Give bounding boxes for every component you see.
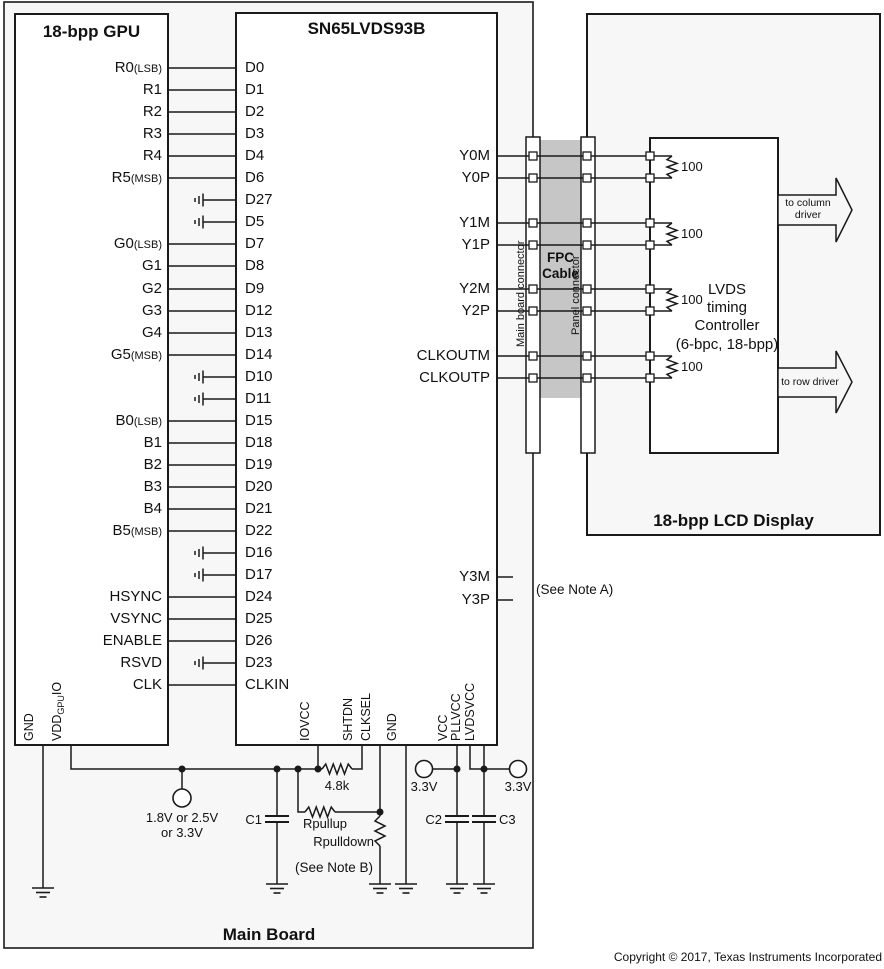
connector-pad bbox=[529, 374, 537, 382]
serializer-pin-label: D10 bbox=[245, 368, 273, 385]
serializer-bottom-pin-label: IOVCC bbox=[298, 701, 312, 741]
connector-pad bbox=[583, 241, 591, 249]
gpu-pin-label: B1 bbox=[143, 434, 162, 451]
lvds-pin-label: Y3P bbox=[461, 591, 490, 608]
gpu-pin-label: R4 bbox=[142, 147, 162, 164]
connector-pad bbox=[583, 174, 591, 182]
gpu-pin-label: R0 bbox=[114, 59, 134, 76]
serializer-pin-label: D24 bbox=[245, 588, 273, 605]
note-b-label: (See Note B) bbox=[294, 860, 374, 875]
gpu-pin-label: B2 bbox=[143, 456, 162, 473]
gpu-pin-label bbox=[12, 456, 162, 473]
gpu-pin-label: G5 bbox=[110, 346, 131, 363]
serializer-bottom-pin-label: GND bbox=[385, 713, 399, 741]
gpu-pin-label bbox=[12, 59, 162, 78]
connector-pad bbox=[646, 219, 654, 227]
gpu-pin-label: G3 bbox=[141, 302, 162, 319]
gpu-pin-suffix: (MSB) bbox=[130, 173, 162, 185]
gpu-pin-label bbox=[12, 324, 162, 341]
gpu-pin-suffix: (MSB) bbox=[130, 350, 162, 362]
controller-line-1: LVDS bbox=[707, 281, 747, 298]
serializer-pin-label: D12 bbox=[245, 302, 273, 319]
gpu-pin-label: B3 bbox=[143, 478, 162, 495]
connector-pad bbox=[529, 152, 537, 160]
gpu-pin-label: G4 bbox=[141, 324, 162, 341]
gpu-pin-label: B5 bbox=[112, 522, 131, 539]
lvds-supply-label: 3.3V bbox=[504, 779, 532, 794]
to-column-driver-label: to column driver bbox=[785, 197, 831, 221]
gpu-pin-label: RSVD bbox=[120, 654, 162, 671]
to-row-driver-label: to row driver bbox=[781, 376, 839, 388]
serializer-pin-label: D16 bbox=[245, 544, 273, 561]
connector-pad bbox=[646, 174, 654, 182]
gpu-pin-label: B0 bbox=[115, 412, 134, 429]
serializer-pin-label: D7 bbox=[245, 235, 265, 252]
connector-pad bbox=[583, 152, 591, 160]
gpu-pin-label bbox=[12, 235, 162, 254]
gpu-pin-label: HSYNC bbox=[109, 588, 162, 605]
connector-pad bbox=[583, 374, 591, 382]
serializer-pin-label: D5 bbox=[245, 213, 265, 230]
vcc-supply-label: 3.3V bbox=[410, 779, 438, 794]
gpu-pin-label bbox=[12, 103, 162, 120]
note-a-label: (See Note A) bbox=[536, 582, 614, 597]
panel-connector-label: Panel connector bbox=[570, 255, 582, 335]
lvds-pin-label: Y0P bbox=[461, 169, 490, 186]
gpu-pin-label bbox=[12, 588, 162, 605]
gpu-vdd-pin-label bbox=[51, 682, 64, 741]
connector-pad bbox=[583, 219, 591, 227]
main-board-connector-label: Main board connector bbox=[515, 240, 527, 347]
lvds-pin-label: Y0M bbox=[459, 147, 490, 164]
serializer-pin-label: D2 bbox=[245, 103, 265, 120]
c2-label: C2 bbox=[425, 812, 442, 827]
gpu-supply-terminal bbox=[173, 789, 191, 807]
gpu-pin-label bbox=[12, 632, 162, 649]
serializer-pin-label: D0 bbox=[245, 59, 265, 76]
serializer-pin-label: D27 bbox=[245, 191, 273, 208]
vcc-supply-terminal bbox=[416, 761, 433, 778]
serializer-pin-label: D11 bbox=[245, 390, 272, 407]
gpu-pin-label: G1 bbox=[141, 257, 162, 274]
gpu-pin-suffix: (LSB) bbox=[133, 239, 162, 251]
serializer-bottom-pin-label: LVDSVCC bbox=[463, 682, 477, 741]
gpu-pin-label: G0 bbox=[113, 235, 134, 252]
serializer-pin-label: D13 bbox=[245, 324, 273, 341]
gpu-pin-label: R3 bbox=[142, 125, 162, 142]
gpu-pin-label: VSYNC bbox=[110, 610, 162, 627]
gpu-pin-suffix: (MSB) bbox=[130, 526, 162, 538]
lvds-supply-terminal bbox=[510, 761, 527, 778]
gpu-vdd-pin-subscript: GPU bbox=[56, 695, 66, 715]
fpc-cable-label: FPC Cable bbox=[542, 250, 579, 281]
serializer-pin-label: D15 bbox=[245, 412, 273, 429]
lvds-pin-label: CLKOUTM bbox=[416, 347, 490, 364]
connector-pad bbox=[583, 307, 591, 315]
connector-pad bbox=[529, 352, 537, 360]
gpu-pin-label: B4 bbox=[143, 500, 162, 517]
connector-pad bbox=[529, 307, 537, 315]
copyright-text: Copyright © 2017, Texas Instruments Incorporated bbox=[613, 950, 882, 964]
c3-label: C3 bbox=[499, 812, 516, 827]
controller-line-4: (6-bpc, 18-bpp) bbox=[675, 336, 779, 353]
serializer-bottom-pin-label: VCC bbox=[436, 714, 450, 741]
connector-pad bbox=[583, 352, 591, 360]
lvds-pin-label: CLKOUTP bbox=[419, 369, 490, 386]
gpu-pin-label bbox=[12, 169, 162, 188]
gpu-vdd-pin-label: IO bbox=[50, 681, 64, 696]
termination-resistor-label: 100 bbox=[681, 292, 703, 307]
gpu-pin-label bbox=[12, 280, 162, 297]
serializer-pin-label: CLKIN bbox=[245, 676, 290, 693]
lvds-pin-label: Y1P bbox=[461, 236, 490, 253]
main-board-connector-strip bbox=[526, 137, 540, 453]
serializer-pin-label: D21 bbox=[245, 500, 273, 517]
gpu-pin-label bbox=[12, 302, 162, 319]
gpu-pin-label bbox=[12, 346, 162, 365]
c1-label: C1 bbox=[245, 812, 262, 827]
gpu-pin-label bbox=[12, 654, 162, 671]
serializer-bottom-pin-label: PLLVCC bbox=[449, 693, 463, 741]
gpu-vdd-pin-label: VDD bbox=[50, 714, 64, 741]
serializer-box-title: SN65LVDS93B bbox=[307, 19, 426, 38]
connector-pad bbox=[583, 285, 591, 293]
serializer-pin-label: D23 bbox=[245, 654, 273, 671]
serializer-pin-label: D19 bbox=[245, 456, 273, 473]
serializer-pin-label: D17 bbox=[245, 566, 273, 583]
serializer-pin-label: D18 bbox=[245, 434, 273, 451]
gpu-pin-label bbox=[12, 676, 162, 696]
rpullup-label: Rpullup bbox=[302, 816, 348, 831]
panel-connector-strip bbox=[581, 137, 595, 453]
gpu-pin-label bbox=[12, 147, 162, 164]
gpu-pin-suffix: (LSB) bbox=[133, 416, 162, 428]
connector-pad bbox=[529, 285, 537, 293]
connector-pad bbox=[529, 241, 537, 249]
lvds-pin-label: Y2P bbox=[461, 302, 490, 319]
serializer-pin-label: D14 bbox=[245, 346, 273, 363]
lcd-box-title: 18-bpp LCD Display bbox=[653, 511, 814, 530]
gpu-supply-label-line2: or 3.3V bbox=[161, 825, 203, 840]
serializer-pin-label: D25 bbox=[245, 610, 273, 627]
gpu-pin-label: G2 bbox=[141, 280, 162, 297]
gpu-pin-label: ENABLE bbox=[102, 632, 162, 649]
gpu-pin-label bbox=[12, 81, 162, 98]
lvds-pin-label: Y3M bbox=[459, 568, 490, 585]
serializer-bottom-pin-label: SHTDN bbox=[341, 697, 355, 741]
gpu-pin-suffix: (LSB) bbox=[133, 63, 162, 75]
gpu-pin-label bbox=[12, 522, 162, 541]
connector-pad bbox=[646, 374, 654, 382]
serializer-pin-label: D4 bbox=[245, 147, 265, 164]
gpu-pin-label: R5 bbox=[111, 169, 131, 186]
shtdn-resistor-label: 4.8k bbox=[324, 778, 350, 793]
controller-line-2: timing bbox=[706, 299, 747, 316]
serializer-pin-label: D6 bbox=[245, 169, 265, 186]
gpu-pin-label bbox=[12, 500, 162, 517]
termination-resistor-label: 100 bbox=[681, 359, 703, 374]
gpu-pin-label bbox=[12, 257, 162, 274]
gpu-supply-label-line1: 1.8V or 2.5V bbox=[145, 810, 219, 825]
gpu-pin-label: R2 bbox=[142, 103, 162, 120]
termination-resistor-label: 100 bbox=[681, 159, 703, 174]
connector-pad bbox=[646, 352, 654, 360]
gpu-box-title: 18-bpp GPU bbox=[42, 22, 141, 41]
serializer-pin-label: D9 bbox=[245, 280, 265, 297]
gpu-gnd-pin-label: GND bbox=[22, 713, 36, 741]
lvds-pin-label: Y1M bbox=[459, 214, 490, 231]
main-board-title: Main Board bbox=[222, 925, 316, 944]
serializer-pin-label: D20 bbox=[245, 478, 273, 495]
connector-pad bbox=[529, 219, 537, 227]
gpu-pin-label: R1 bbox=[142, 81, 162, 98]
connector-pad bbox=[529, 174, 537, 182]
gpu-pin-label bbox=[12, 434, 162, 451]
connector-pad bbox=[646, 241, 654, 249]
controller-line-3: Controller bbox=[694, 317, 760, 334]
serializer-pin-label: D26 bbox=[245, 632, 273, 649]
serializer-pin-label: D22 bbox=[245, 522, 273, 539]
serializer-pin-label: D8 bbox=[245, 257, 265, 274]
lvds-pin-label: Y2M bbox=[459, 280, 490, 297]
serializer-bottom-pin-label: CLKSEL bbox=[359, 693, 373, 741]
termination-resistor-label: 100 bbox=[681, 226, 703, 241]
gpu-pin-label bbox=[12, 478, 162, 495]
gpu-pin-label bbox=[12, 412, 162, 431]
serializer-pin-label: D3 bbox=[245, 125, 265, 142]
gpu-pin-label bbox=[12, 610, 162, 627]
serializer-pin-label: D1 bbox=[245, 81, 265, 98]
rpulldown-label: Rpulldown bbox=[313, 834, 374, 849]
connector-pad bbox=[646, 152, 654, 160]
gpu-pin-label bbox=[12, 125, 162, 142]
gpu-pin-label: CLK bbox=[132, 676, 162, 693]
